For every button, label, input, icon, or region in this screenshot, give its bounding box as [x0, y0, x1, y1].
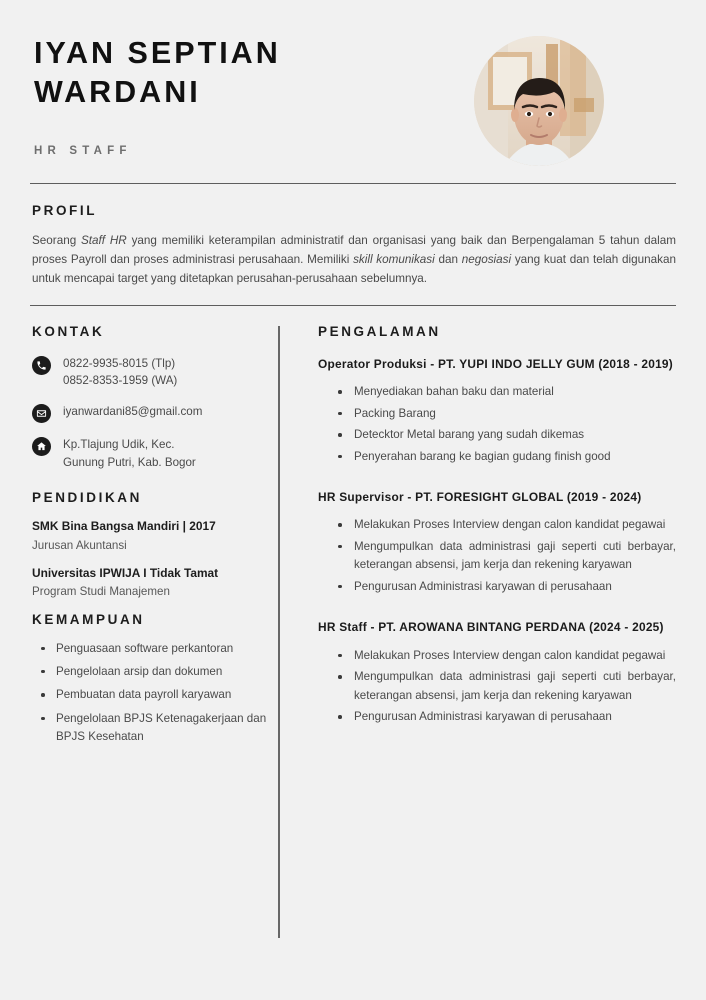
- list-item: Pengelolaan BPJS Ketenagakerjaan dan BPJS Kesehatan: [38, 710, 270, 747]
- header: [26, 0, 680, 158]
- list-item: Pembuatan data payroll karyawan: [38, 686, 270, 704]
- skills-list: [32, 640, 270, 747]
- experience-item: [318, 488, 676, 596]
- list-item: Pengelolaan arsip dan dokumen: [38, 663, 270, 681]
- envelope-icon: [32, 404, 51, 423]
- experience-item: [318, 355, 676, 466]
- right-column: [276, 324, 680, 751]
- list-item: [32, 565, 270, 601]
- list-item: Packing Barang: [336, 405, 676, 424]
- avatar: [474, 36, 604, 166]
- list-item: Detecktor Metal barang yang sudah dikemas: [336, 426, 676, 445]
- experience-item: [318, 618, 676, 726]
- page-title: IYAN SEPTIAN WARDANI: [34, 36, 281, 110]
- list-item: [32, 518, 270, 554]
- content-columns: [26, 324, 680, 751]
- home-icon: [32, 437, 51, 456]
- header-text-block: [26, 34, 474, 157]
- divider-middle: [30, 305, 676, 306]
- experience-bullets: [318, 647, 676, 727]
- list-item: Melakukan Proses Interview dengan calon kandidat pegawai: [336, 647, 676, 666]
- contact-item-email[interactable]: [32, 403, 270, 423]
- left-column: [26, 324, 276, 751]
- education-title: SMK Bina Bangsa Mandiri | 2017: [32, 519, 216, 534]
- experience-title: Operator Produksi - PT. YUPI INDO JELLY GUM (2018 - 2019): [318, 356, 674, 371]
- phone-icon: [32, 356, 51, 375]
- experience-heading: PENGALAMAN: [318, 323, 441, 339]
- profile-text: Seorang Staff HR yang memiliki keterampilan administratif dan organisasi yang baik dan Berpengalaman 5 tahun dalam proses Payroll dan proses administrasi perusahaan. Memiliki skill komunikasi dan negosiasi yang kuat dan telah digunakan untuk mencapai target yang ditetapkan perusahan-perusahaan sebelumnya.: [32, 234, 677, 285]
- list-item: Penguasaan software perkantoran: [38, 640, 270, 658]
- contact-email-text: iyanwardani85@gmail.com: [63, 405, 203, 419]
- list-item: Mengumpulkan data administrasi gaji seperti cuti berbayar, keterangan absensi, jam kerja dan rekening karyawan: [336, 538, 676, 575]
- contact-phone-text: 0822-9935-8015 (Tlp) 0852-8353-1959 (WA): [63, 356, 178, 388]
- education-subtitle: Jurusan Akuntansi: [32, 538, 127, 552]
- column-divider: [278, 326, 280, 938]
- education-subtitle: Program Studi Manajemen: [32, 585, 170, 599]
- experience-bullets: [318, 383, 676, 466]
- contact-item-phone[interactable]: [32, 355, 270, 390]
- experience-title: HR Supervisor - PT. FORESIGHT GLOBAL (2019 - 2024): [318, 490, 642, 505]
- experience-title: HR Staff - PT. AROWANA BINTANG PERDANA (2024 - 2025): [318, 620, 664, 635]
- contact-item-address[interactable]: [32, 436, 270, 471]
- experience-bullets: [318, 516, 676, 596]
- skills-heading: KEMAMPUAN: [32, 611, 145, 627]
- contact-list: [32, 355, 270, 471]
- education-heading: PENDIDIKAN: [32, 490, 143, 506]
- profile-heading: PROFIL: [32, 203, 98, 218]
- list-item: Pengurusan Administrasi karyawan di perusahaan: [336, 708, 676, 727]
- list-item: Mengumpulkan data administrasi gaji seperti cuti berbayar, keterangan absensi, jam kerja dan rekening karyawan: [336, 668, 676, 705]
- education-list: [32, 518, 270, 600]
- list-item: Melakukan Proses Interview dengan calon kandidat pegawai: [336, 516, 676, 535]
- list-item: Menyediakan bahan baku dan material: [336, 383, 676, 402]
- list-item: Penyerahan barang ke bagian gudang finish good: [336, 448, 676, 467]
- profile-section: [26, 184, 680, 289]
- job-role-subtitle: HR STAFF: [34, 145, 132, 158]
- education-title: Universitas IPWIJA I Tidak Tamat: [32, 565, 219, 580]
- contact-address-text: Kp.Tlajung Udik, Kec. Gunung Putri, Kab. Bogor: [63, 438, 196, 469]
- profile-photo-image: [474, 36, 604, 166]
- contact-heading: KONTAK: [32, 323, 105, 339]
- list-item: Pengurusan Administrasi karyawan di perusahaan: [336, 578, 676, 597]
